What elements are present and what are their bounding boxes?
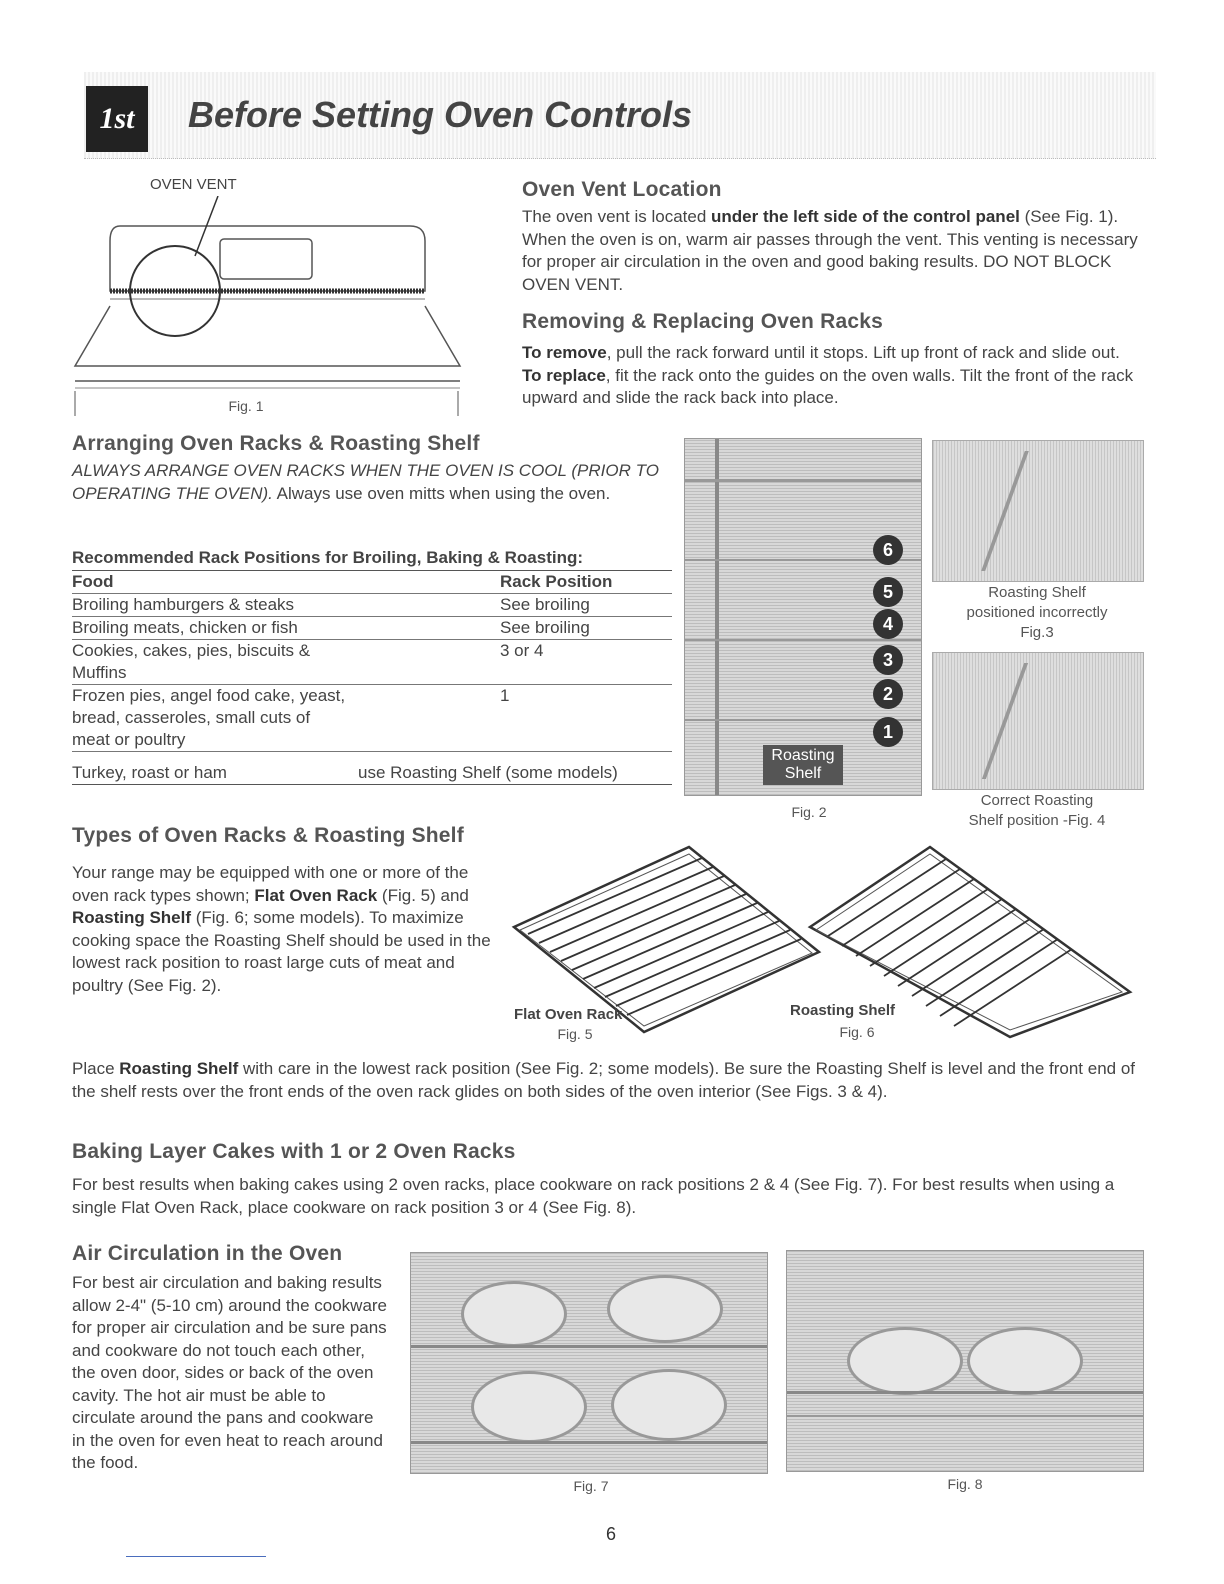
col-position-header: Rack Position xyxy=(500,571,672,594)
racks-heading: Removing & Replacing Oven Racks xyxy=(522,310,883,333)
rack-table-heading: Recommended Rack Positions for Broiling, Baking & Roasting: xyxy=(72,548,584,567)
table-cell-food: Frozen pies, angel food cake, yeast, bread, casseroles, small cuts of meat or poultry xyxy=(72,685,500,752)
racks-text xyxy=(522,342,1142,410)
place-text-1: Place xyxy=(72,1059,120,1078)
table-cell-pos: use Roasting Shelf (some models) xyxy=(358,763,618,782)
fig3-photo xyxy=(932,440,1144,582)
air-heading: Air Circulation in the Oven xyxy=(72,1242,343,1265)
rack-position-4: 4 xyxy=(873,609,903,639)
fig3-caption-3: Fig.3 xyxy=(1020,624,1054,641)
fig4-caption-2: Shelf position -Fig. 4 xyxy=(968,812,1106,829)
oven-vent-text xyxy=(522,206,1142,296)
table-header-row xyxy=(72,571,672,594)
types-text-3: (Fig. 6; some models). To maximize cooking space the Roasting Shelf should be used in the lowest rack position to roast large cuts of meat and poultry (See Fig. 2). xyxy=(72,908,491,995)
table-cell-pos: See broiling xyxy=(500,594,672,617)
place-roasting-shelf-text xyxy=(72,1058,1142,1103)
types-heading: Types of Oven Racks & Roasting Shelf xyxy=(72,824,464,847)
fig1-caption: Fig. 1 xyxy=(228,398,264,414)
vent-text-2: (See Fig. 1). When the oven is on, warm air passes through the vent. This venting is necessary for proper air circulation in the oven and good baking results. DO NOT BLOCK OVEN VENT. xyxy=(522,207,1138,294)
roasting-shelf-photo-label: Roasting Shelf xyxy=(763,745,843,785)
rack-position-5: 5 xyxy=(873,577,903,607)
table-cell-food: Turkey, roast or ham xyxy=(72,763,227,782)
table-row xyxy=(72,594,672,617)
fig6-label: Roasting Shelf xyxy=(790,1002,896,1019)
page-title: Before Setting Oven Controls xyxy=(188,94,693,135)
types-text-1: Your range may be equipped with one or more of the oven rack types shown; xyxy=(72,863,469,905)
table-last-row xyxy=(72,762,672,785)
footer-link-line xyxy=(126,1556,266,1557)
table-cell-pos: See broiling xyxy=(500,617,672,640)
place-text-2: with care in the lowest rack position (See Fig. 2; some models). Be sure the Roasting Shelf is level and the front end of the shelf rests over the front ends of the oven rack glides on both sides of the oven interior (See Figs. 3 & 4). xyxy=(72,1059,1135,1101)
table-cell-food: Broiling meats, chicken or fish xyxy=(72,617,500,640)
fig2-caption: Fig. 2 xyxy=(791,804,827,820)
fig2-oven-rack-photo xyxy=(684,438,922,796)
table-row xyxy=(72,640,672,685)
oven-vent-heading: Oven Vent Location xyxy=(522,178,722,201)
fig1-control-panel-drawing xyxy=(70,196,465,416)
cakes-text: For best results when baking cakes using 2 oven racks, place cookware on rack positions 2 & 4 (See Fig. 7). For best results when using a single Flat Oven Rack, place cookware on rack position 3 or 4 (See Fig. 8). xyxy=(72,1175,1115,1217)
vent-text-1: The oven vent is located xyxy=(522,207,712,226)
page-number: 6 xyxy=(606,1524,617,1544)
table-cell-pos: 1 xyxy=(500,685,672,752)
flat-oven-rack-bold: Flat Oven Rack xyxy=(254,885,378,905)
roasting-shelf-bold: Roasting Shelf xyxy=(72,908,192,927)
table-cell-pos: 3 or 4 xyxy=(500,640,672,685)
air-text: For best air circulation and baking results allow 2-4" (5-10 cm) around the cookware for proper air circulation and be sure pans and cookware do not touch each other, the oven door, sides or back of the oven cavity. The hot air must be able to circulate around the pans and cookware in the oven for even heat to reach around the food. xyxy=(72,1273,388,1472)
col-food-header: Food xyxy=(72,571,500,594)
vent-text-bold: under the left side of the control panel xyxy=(711,207,1020,226)
rack-position-2: 2 xyxy=(873,679,903,709)
racks-text-2: , fit the rack onto the guides on the oven walls. Tilt the front of the rack upward and slide the rack back into place. xyxy=(522,365,1134,407)
arranging-heading: Arranging Oven Racks & Roasting Shelf xyxy=(72,432,480,455)
table-row xyxy=(72,685,672,752)
fig6-caption: Fig. 6 xyxy=(839,1024,875,1040)
fig5-caption: Fig. 5 xyxy=(557,1026,593,1042)
rack-position-6: 6 xyxy=(873,535,903,565)
fig4-caption-1: Correct Roasting xyxy=(980,792,1094,809)
arranging-text-rest: Always use oven mitts when using the oven. xyxy=(272,483,611,503)
fig8-caption: Fig. 8 xyxy=(947,1476,983,1492)
fig5-label: Flat Oven Rack xyxy=(514,1006,623,1023)
to-replace-bold: To replace xyxy=(522,365,606,385)
fig7-two-rack-photo xyxy=(410,1252,768,1474)
table-row xyxy=(72,617,672,640)
fig1-label: OVEN VENT xyxy=(150,176,237,193)
rack-positions-table xyxy=(72,570,672,752)
fig3-caption-2: positioned incorrectly xyxy=(966,604,1108,621)
rack-position-1: 1 xyxy=(873,717,903,747)
fig3-caption-1: Roasting Shelf xyxy=(988,584,1086,601)
racks-text-1: , pull the rack forward until it stops. Lift up front of rack and slide out. xyxy=(606,343,1120,362)
table-cell-food: Broiling hamburgers & steaks xyxy=(72,594,500,617)
place-roasting-shelf-bold: Roasting Shelf xyxy=(119,1059,239,1078)
to-remove-bold: To remove xyxy=(522,343,607,362)
rack-position-3: 3 xyxy=(873,645,903,675)
table-cell-food: Cookies, cakes, pies, biscuits & Muffins xyxy=(72,640,500,685)
arranging-italic: ALWAYS ARRANGE OVEN RACKS WHEN THE OVEN IS COOL (PRIOR TO OPERATING THE OVEN). xyxy=(72,461,659,503)
types-text xyxy=(72,862,502,997)
fig8-single-rack-photo xyxy=(786,1250,1144,1472)
fig4-photo xyxy=(932,652,1144,790)
first-badge: 1st xyxy=(86,86,148,152)
arranging-text xyxy=(72,460,672,505)
fig7-caption: Fig. 7 xyxy=(573,1478,609,1494)
types-text-2: (Fig. 5) and xyxy=(377,885,469,905)
cakes-heading: Baking Layer Cakes with 1 or 2 Oven Racks xyxy=(72,1140,516,1163)
